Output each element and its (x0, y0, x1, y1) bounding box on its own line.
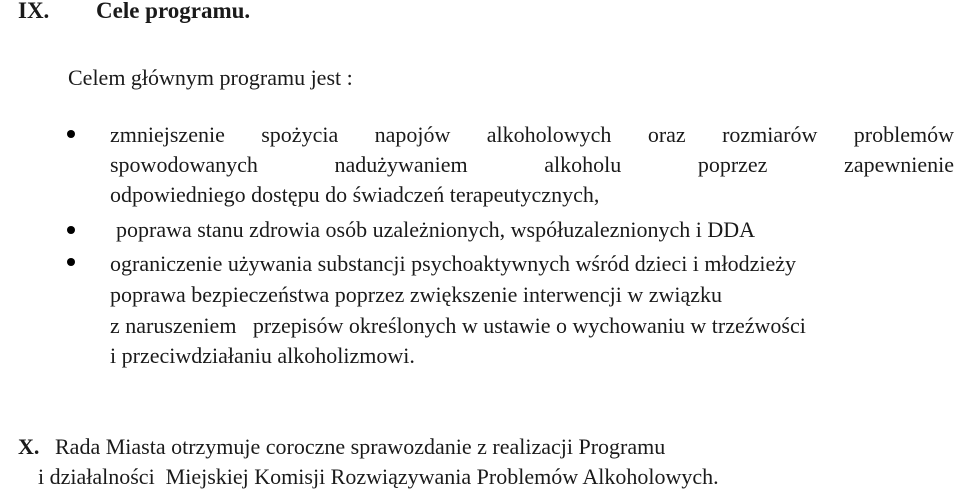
section-x-number: X. (18, 434, 40, 459)
bullet-3-line-2: poprawa bezpieczeństwa poprzez zwiększenie interwencji w związku (110, 282, 723, 307)
bullet-3-line-3: z naruszeniem przepisów określonych w ustawie o wychowaniu w trzeźwości (110, 313, 806, 338)
section-ix-number: IX. (18, 0, 50, 23)
bullet-icon (67, 258, 75, 266)
bullet-icon (67, 130, 75, 138)
section-x-text-line-1: Rada Miasta otrzymuje coroczne sprawozdanie z realizacji Programu (55, 434, 666, 459)
bullet-3-line-4: i przeciwdziałaniu alkoholizmowi. (110, 343, 415, 368)
bullet-1-line-3: odpowiedniego dostępu do świadczeń terapeutycznych, (110, 182, 600, 207)
bullet-2-line-1: poprawa stanu zdrowia osób uzależnionych, współuzaleznionych i DDA (116, 217, 756, 242)
bullet-1-line-2: spowodowanych nadużywaniem alkoholu poprzez zapewnienie (110, 152, 954, 177)
bullet-3-line-1: ograniczenie używania substancji psychoaktywnych wśród dzieci i młodzieży (110, 251, 797, 276)
section-x-text-line-2: i działalności Miejskiej Komisji Rozwiązywania Problemów Alkoholowych. (38, 464, 719, 489)
bullet-1-line-1: zmniejszenie spożycia napojów alkoholowych oraz rozmiarów problemów (110, 122, 954, 147)
bullet-icon (67, 226, 75, 234)
intro-text: Celem głównym programu jest : (68, 65, 353, 90)
section-ix-title: Cele programu. (96, 0, 251, 23)
